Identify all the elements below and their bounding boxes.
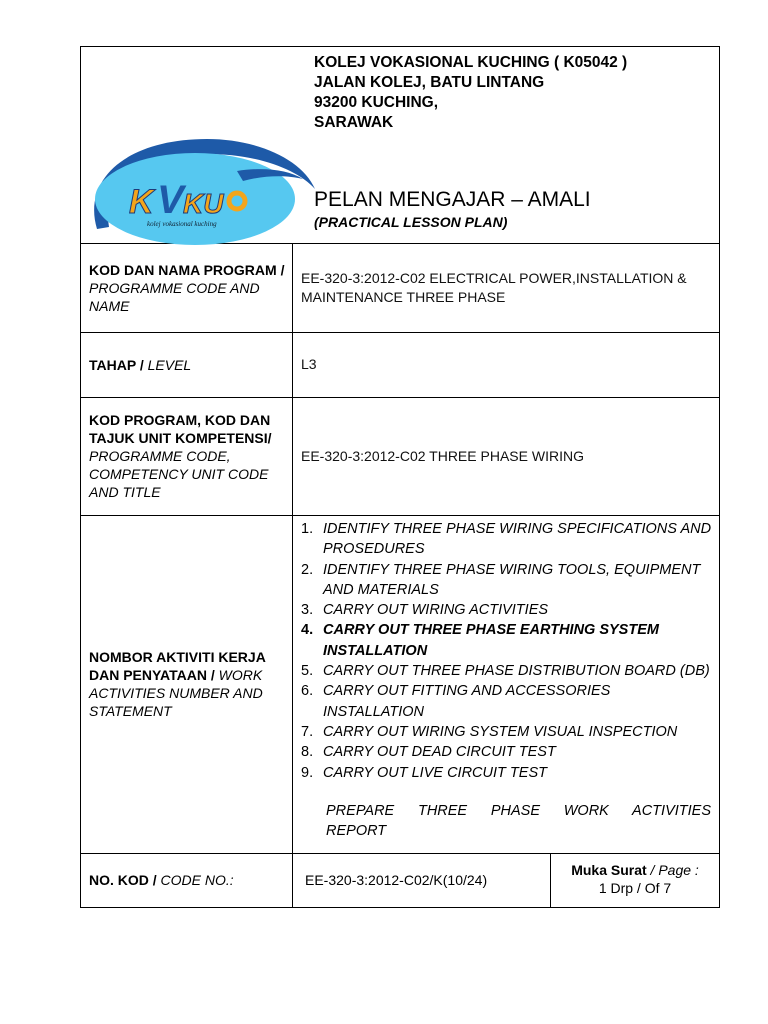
activities-list (301, 519, 713, 783)
programme-row (81, 243, 719, 333)
competency-label: KOD PROGRAM, KOD DAN TAJUK UNIT KOMPETENSI/ PROGRAMME CODE, COMPETENCY UNIT CODE AND TITLE (81, 397, 293, 515)
activity-item: 8. CARRY OUT DEAD CIRCUIT TEST (301, 744, 556, 761)
activity-item: 9. CARRY OUT LIVE CIRCUIT TEST (301, 764, 547, 781)
address-line: 93200 KUCHING, (314, 94, 439, 111)
competency-row (81, 397, 719, 516)
code-row (81, 853, 719, 907)
activities-row (81, 515, 719, 854)
page-value: 1 Drp / Of 7 (598, 880, 672, 896)
code-value: EE-320-3:2012-C02/K(10/24) (293, 853, 551, 907)
kvku-logo (87, 109, 319, 249)
level-value: L3 (301, 356, 317, 372)
address-line: KOLEJ VOKASIONAL KUCHING ( K05042 ) (314, 54, 628, 71)
activity-item: 4. CARRY OUT THREE PHASE EARTHING SYSTEM INSTALLATION (301, 622, 659, 659)
college-address (314, 53, 627, 133)
activity-item: 5. CARRY OUT THREE PHASE DISTRIBUTION BOARD (DB) (301, 663, 710, 680)
document-header (81, 47, 719, 244)
lesson-plan-document (80, 46, 720, 908)
svg-text:K: K (129, 183, 154, 221)
competency-value: EE-320-3:2012-C02 THREE PHASE WIRING (301, 447, 584, 464)
document-title: PELAN MENGAJAR – AMALI (314, 188, 591, 211)
page-info (551, 853, 719, 907)
level-label: TAHAP / LEVEL (81, 332, 293, 397)
document-subtitle: (PRACTICAL LESSON PLAN) (314, 214, 508, 230)
activity-item: 7. CARRY OUT WIRING SYSTEM VISUAL INSPECTION (301, 723, 678, 740)
programme-value: EE-320-3:2012-C02 ELECTRICAL POWER,INSTALLATION & MAINTENANCE THREE PHASE (301, 269, 687, 305)
address-line: JALAN KOLEJ, BATU LINTANG (314, 74, 545, 91)
activity-extra-line: PREPARE THREE PHASE WORK ACTIVITIES (326, 803, 711, 819)
svg-text:kolej vokasional kuching: kolej vokasional kuching (147, 220, 217, 228)
svg-text:KU: KU (183, 188, 224, 219)
code-label: NO. KOD / CODE NO.: (81, 853, 293, 907)
address-line: SARAWAK (314, 114, 394, 131)
activity-extra-line-2: REPORT (326, 823, 387, 839)
activity-item: 6. CARRY OUT FITTING AND ACCESSORIES INSTALLATION (301, 683, 611, 720)
activity-item: 1. IDENTIFY THREE PHASE WIRING SPECIFICATIONS AND PROSEDURES (301, 521, 712, 558)
activity-item: 3. CARRY OUT WIRING ACTIVITIES (301, 602, 549, 619)
page-label: Muka Surat (571, 862, 647, 878)
level-row (81, 332, 719, 398)
activity-item: 2. IDENTIFY THREE PHASE WIRING TOOLS, EQUIPMENT AND MATERIALS (301, 561, 701, 598)
activities-label: NOMBOR AKTIVITI KERJA DAN PENYATAAN / WORK ACTIVITIES NUMBER AND STATEMENT (81, 515, 293, 853)
programme-label: KOD DAN NAMA PROGRAM / PROGRAMME CODE AND NAME (81, 243, 293, 332)
page-label-italic: / Page : (646, 862, 699, 878)
svg-text:V: V (157, 178, 184, 222)
